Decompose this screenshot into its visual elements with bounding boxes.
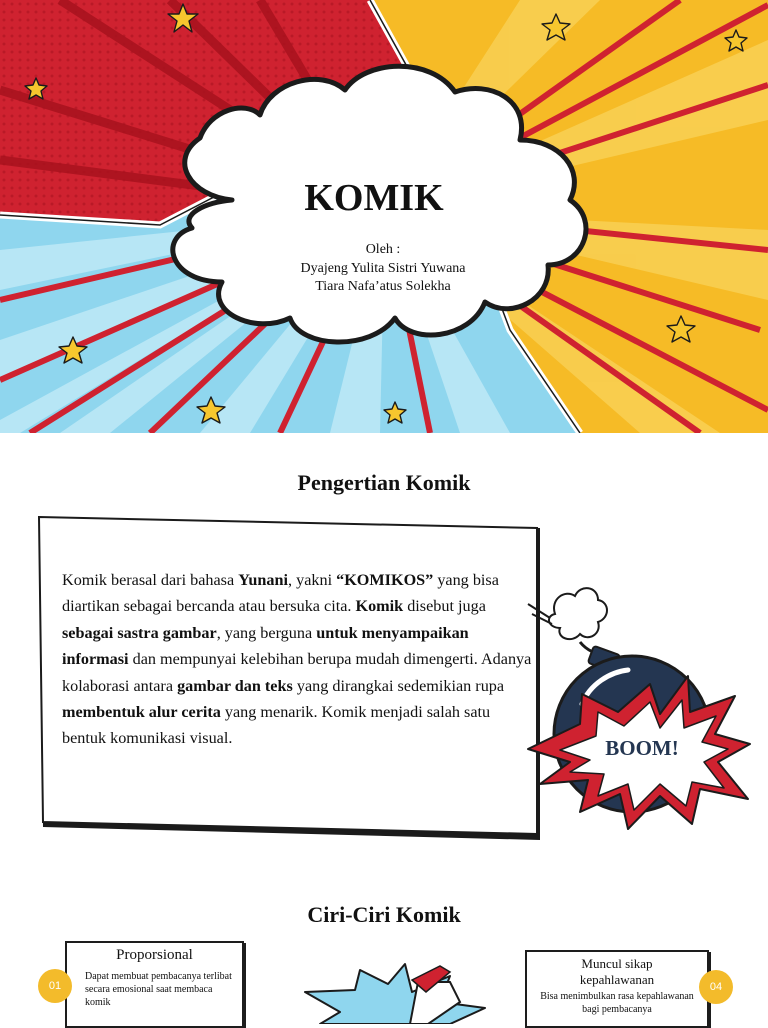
definition-segment: untuk menyampaikan informasi (62, 623, 469, 669)
characteristic-body-01: Dapat membuat pembacanya terlibat secara emosional saat membaca komik (85, 971, 232, 1008)
characteristic-card-01 (65, 941, 244, 1028)
definition-segment: Komik (355, 597, 404, 616)
definition-segment: yang dirangkai sedemikian rupa (292, 676, 505, 695)
characteristic-card-04 (525, 950, 709, 1028)
definition-segment: Yunani (238, 571, 289, 589)
definition-segment: disebut juga (403, 597, 486, 616)
characteristic-title-04: Muncul sikap kepahlawanan (579, 956, 655, 987)
burst-illustration (300, 962, 490, 1024)
characteristic-body-04: Bisa menimbulkan rasa kepahlawanan bagi pembacanya (540, 991, 694, 1015)
definition-segment: dan mempunyai kelebihan berupa mudah dimengerti. Adanya kolaborasi antara (62, 650, 532, 695)
characteristic-number-01: 01 (38, 969, 72, 1003)
cover-author-1: Dyajeng Yulita Sistri Yuwana (300, 261, 466, 276)
cover-author-2: Tiara Nafa’atus Solekha (315, 279, 451, 294)
definition-segment: “KOMIKOS” (336, 571, 434, 589)
cover-title: KOMIK (304, 177, 444, 219)
cover-illustration (0, 0, 768, 433)
definition-segment: , yang berguna (216, 623, 317, 642)
definition-heading: Pengertian Komik (297, 470, 471, 495)
characteristics-heading: Ciri-Ciri Komik (307, 902, 461, 927)
characteristic-number-04: 04 (699, 970, 733, 1004)
characteristic-title-01: Proporsional (116, 947, 193, 963)
cover-by-label: Oleh : (365, 242, 401, 257)
definition-segment: yang menarik. Komik menjadi salah satu bentuk komunikasi visual. (62, 703, 491, 748)
definition-segment: yang bisa diartikan sebagai bercanda atau bersuka cita. (62, 571, 499, 616)
definition-segment: gambar dan teks (177, 676, 293, 695)
definition-text (62, 567, 532, 752)
definition-segment: Komik berasal dari bahasa (62, 571, 239, 589)
bomb-illustration (510, 584, 760, 846)
definition-segment: , yakni (288, 571, 337, 589)
definition-segment: membentuk alur cerita (62, 703, 221, 722)
definition-segment: sebagai sastra gambar (62, 623, 217, 642)
boom-label: BOOM! (605, 736, 679, 760)
